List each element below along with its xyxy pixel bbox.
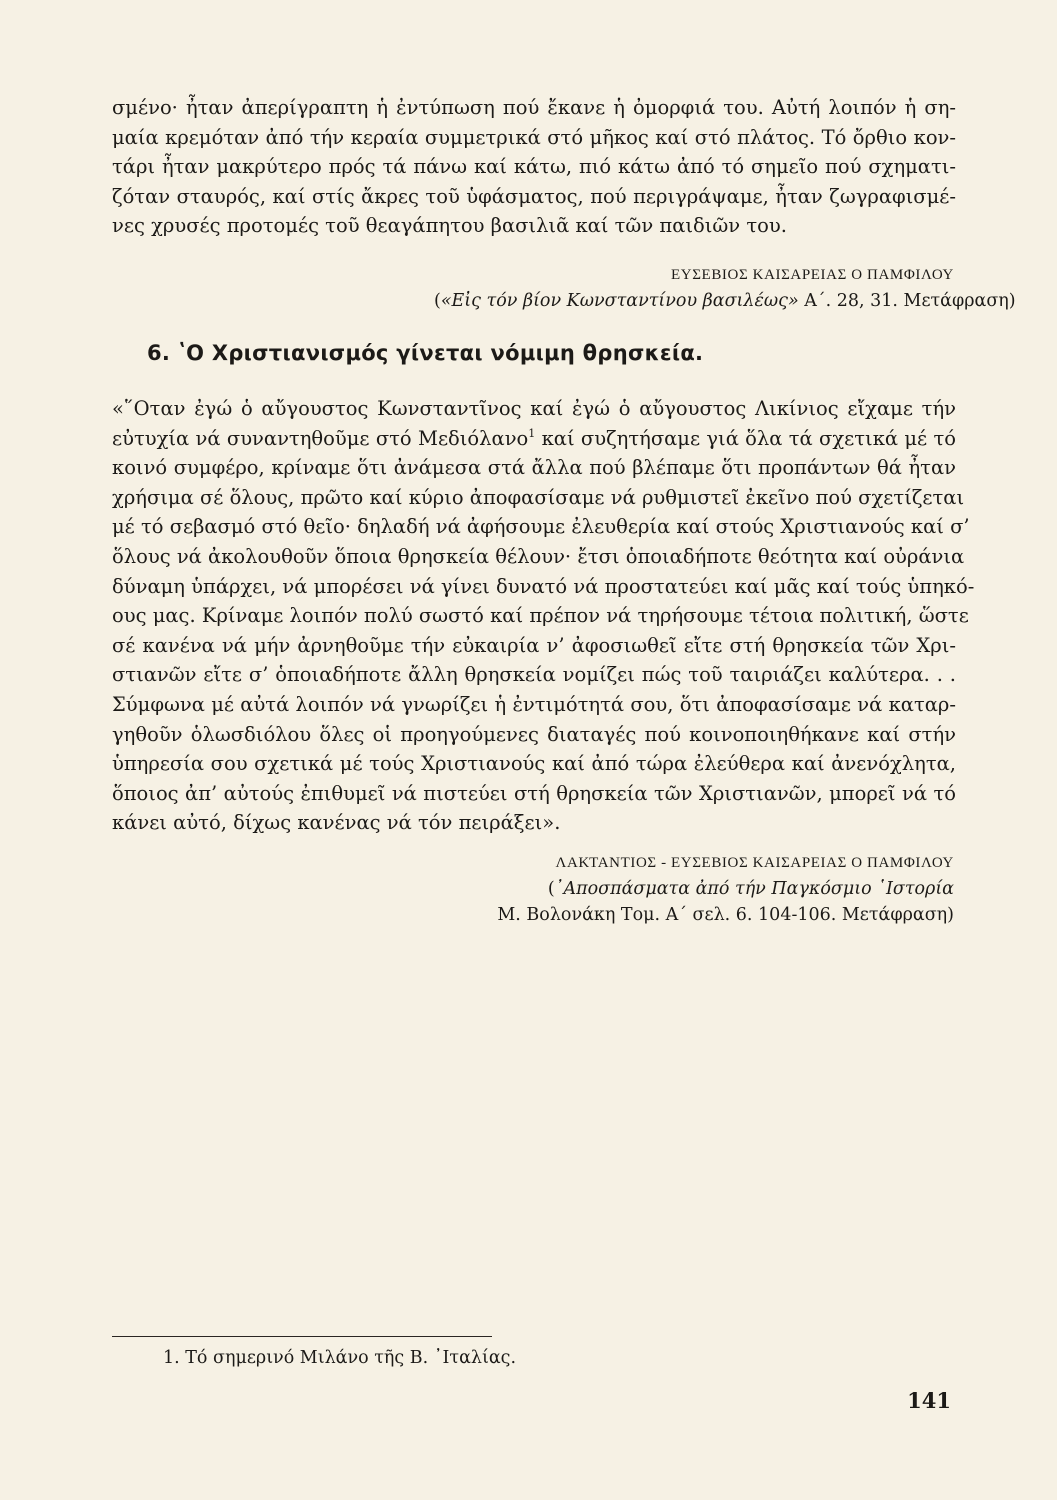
top-paragraph bbox=[112, 93, 956, 241]
line-text: εὐτυχία νά συναντηθοῦμε στό Μεδιόλανο bbox=[112, 426, 529, 450]
paragraph-line: χρήσιμα σέ ὅλους, πρῶτο καί κύριο ἀποφασίσαμε νά ρυθμιστεῖ ἐκεῖνο πού σχετίζεται bbox=[112, 485, 965, 509]
paragraph-line: τάρι ἦταν μακρύτερο πρός τά πάνω καί κάτω, πιό κάτω ἀπό τό σημεῖο πού σχηματι- bbox=[112, 155, 956, 179]
paragraph-line: ζόταν σταυρός, καί στίς ἄκρες τοῦ ὑφάσματος, πού περιγράψαμε, ἦταν ζωγραφισμέ- bbox=[112, 184, 956, 208]
paragraph-line: ὅποιος ἀπ’ αὐτούς ἐπιθυμεῖ νά πιστεύει στή θρησκεία τῶν Χριστιανῶν, μπορεῖ νά τό bbox=[112, 781, 956, 805]
paragraph-line: δύναμη ὑπάρχει, νά μπορέσει νά γίνει δυνατό νά προστατεύει καί μᾶς καί τούς ὑπηκό- bbox=[112, 574, 975, 598]
attribution-1 bbox=[434, 262, 1016, 314]
attribution-author: ΕΥΣΕΒΙΟΣ ΚΑΙΣΑΡΕΙΑΣ Ο ΠΑΜΦΙΛΟΥ bbox=[671, 267, 954, 283]
open-paren: ( bbox=[434, 291, 441, 311]
paragraph-line: ὑπηρεσία σου σχετικά μέ τούς Χριστιανούς καί ἀπό τώρα ἐλεύθερα καί ἀνενόχλητα, bbox=[112, 752, 956, 776]
attribution-source bbox=[394, 876, 954, 902]
footnote-marker: 1 bbox=[528, 426, 536, 440]
footnote-divider bbox=[112, 1336, 492, 1337]
paragraph-line: ὅλους νά ἀκολουθοῦν ὅποια θρησκεία θέλουν· ἔτσι ὁποιαδήποτε θεότητα καί οὐράνια bbox=[112, 544, 965, 568]
paragraph-line: σέ κανένα νά μήν ἀρνηθοῦμε τήν εὐκαιρία ν’ ἀφοσιωθεῖ εἴτε στή θρησκεία τῶν Χρι- bbox=[112, 633, 956, 657]
paragraph-line: στιανῶν εἴτε σ’ ὁποιαδήποτε ἄλλη θρησκεία νομίζει πώς τοῦ ταιριάζει καλύτερα. . . bbox=[112, 663, 956, 687]
paragraph-line: Σύμφωνα μέ αὐτά λοιπόν νά γνωρίζει ἡ ἐντιμότητά σου, ὅτι ἀποφασίσαμε νά καταρ- bbox=[112, 692, 956, 716]
source-rest: Α΄. 28, 31. Μετάφραση) bbox=[798, 291, 1016, 311]
attribution-author: ΛΑΚΤΑΝΤΙΟΣ - ΕΥΣΕΒΙΟΣ ΚΑΙΣΑΡΕΙΑΣ Ο ΠΑΜΦΙΛΟΥ bbox=[555, 855, 954, 871]
paragraph-line: ους μας. Κρίναμε λοιπόν πολύ σωστό καί πρέπον νά τηρήσουμε τέτοια πολιτική, ὥστε bbox=[112, 604, 969, 628]
paragraph-line: «῞Οταν ἐγώ ὁ αὔγουστος Κωνσταντῖνος καί ἐγώ ὁ αὔγουστος Λικίνιος εἴχαμε τήν bbox=[112, 397, 956, 420]
paragraph-line: σμένο· ἦταν ἀπερίγραπτη ἡ ἐντύπωση πού ἔκανε ἡ ὀμορφιά του. Αὐτή λοιπόν ἡ ση- bbox=[112, 96, 956, 119]
paragraph-line bbox=[112, 424, 956, 454]
source-title: ᾽Αποσπάσματα ἀπό τήν Παγκόσμιο ῾Ιστορία bbox=[554, 879, 954, 899]
attribution-source-line-2: Μ. Βολονάκη Τομ. Α΄ σελ. 6. 104-106. Μετάφραση) bbox=[497, 905, 954, 925]
paragraph-line: γηθοῦν ὁλωσδιόλου ὅλες οἱ προηγούμενες διαταγές πού κοινοποιηθήκανε καί στήν bbox=[112, 722, 956, 746]
footnote: 1. Τό σημερινό Μιλάνο τῆς Β. ᾽Ιταλίας. bbox=[163, 1348, 517, 1368]
open-paren: ( bbox=[547, 879, 555, 899]
paragraph-line: μέ τό σεβασμό στό θεῖο· δηλαδή νά ἀφήσουμε ἐλευθερία καί στούς Χριστιανούς καί σ’ bbox=[112, 515, 970, 539]
attribution-source bbox=[434, 288, 1016, 314]
paragraph-line: μαία κρεμόταν ἀπό τήν κεραία συμμετρικά στό μῆκος καί στό πλάτος. Τό ὄρθιο κον- bbox=[112, 125, 956, 149]
page-number: 141 bbox=[907, 1388, 951, 1413]
attribution-2 bbox=[394, 850, 954, 928]
paragraph-line: κάνει αὐτό, δίχως κανένας νά τόν πειράξει». bbox=[112, 811, 561, 835]
source-title: «Εἰς τόν βίον Κωνσταντίνου βασιλέως» bbox=[440, 291, 799, 311]
main-paragraph bbox=[112, 394, 975, 838]
section-heading: 6. ʽΟ Χριστιανισμός γίνεται νόμιμη θρησκεία. bbox=[147, 341, 704, 365]
line-text: καί συζητήσαμε γιά ὅλα τά σχετικά μέ τό bbox=[535, 426, 956, 450]
paragraph-line: νες χρυσές προτομές τοῦ θεαγάπητου βασιλιᾶ καί τῶν παιδιῶν του. bbox=[112, 214, 787, 238]
paragraph-line: κοινό συμφέρο, κρίναμε ὅτι ἀνάμεσα στά ἄλλα πού βλέπαμε ὅτι προπάντων θά ἦταν bbox=[112, 456, 956, 480]
